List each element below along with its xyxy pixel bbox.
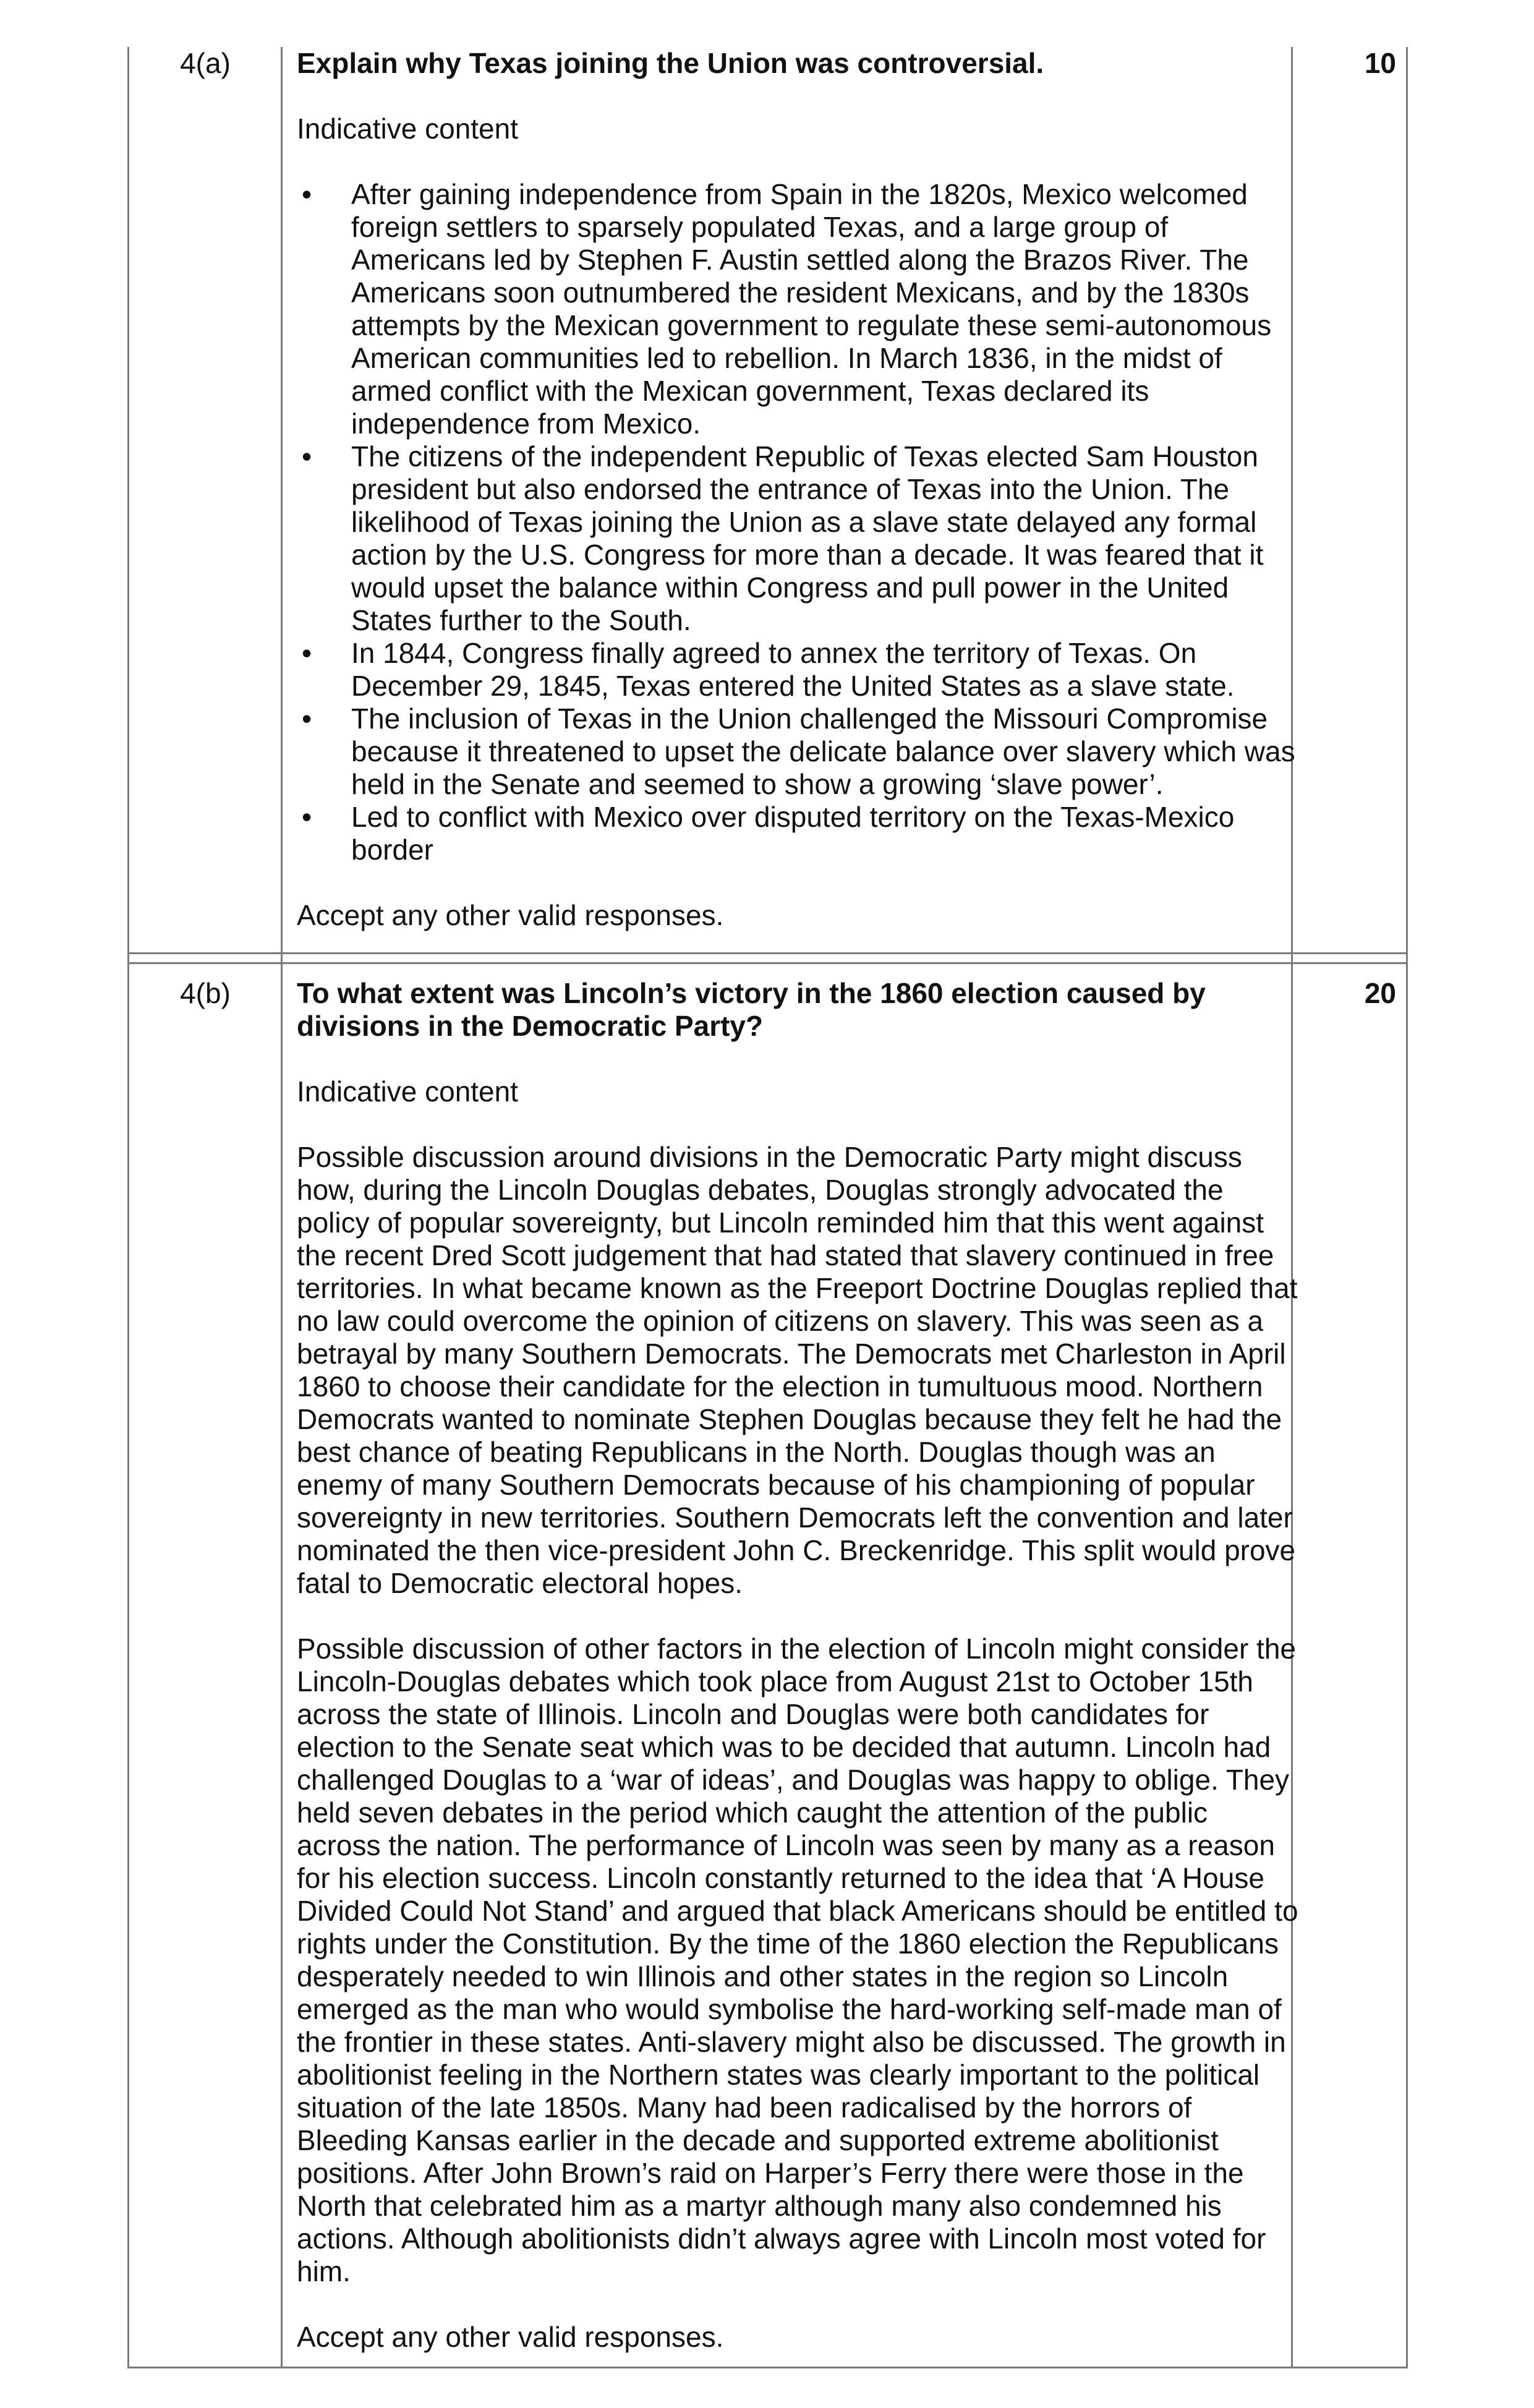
list-item	[297, 801, 1298, 866]
bullet-icon: •	[302, 702, 312, 735]
bullet-icon: •	[302, 637, 312, 669]
question-cell-4a	[297, 47, 1298, 932]
question-title-4a: Explain why Texas joining the Union was controversial.	[297, 47, 1044, 79]
list-item	[297, 702, 1298, 801]
bullet-icon: •	[302, 801, 312, 833]
accept-other-responses-4a: Accept any other valid responses.	[297, 899, 724, 931]
bullet-icon: •	[302, 178, 312, 210]
table-column-divider-1	[281, 47, 283, 2368]
bullet-text: The citizens of the independent Republic of Texas elected Sam Houston president but also endorsed the entrance of Texas into the Union. The likelihood of Texas joining the Union as a slave state delayed any formal action by the U.S. Congress for more than a decade. It was feared that it would upset the balance within Congress and pull power in the United States further to the South.	[351, 440, 1264, 636]
bullet-icon: •	[302, 440, 312, 472]
bullet-text: After gaining independence from Spain in the 1820s, Mexico welcomed foreign settlers to sparsely populated Texas, and a large group of Americans led by Stephen F. Austin settled along the Brazos River. The Americans soon outnumbered the resident Mexicans, and by the 1830s attempts by the Mexican government to regulate these semi-autonomous American communities led to rebellion. In March 1836, in the midst of armed conflict with the Mexican government, Texas declared its independence from Mexico.	[351, 178, 1272, 440]
discussion-paragraph-other-factors: Possible discussion of other factors in the election of Lincoln might consider the Lincoln-Douglas debates which took place from August 21st to October 15th across the state of Illinois. Lincoln and Douglas were both candidates for election to the Senate seat which was to be decided that autumn. Lincoln had challenged Douglas to a ‘war of ideas’, and Douglas was happy to oblige. They held seven debates in the period which caught the attention of the public across the nation. The performance of Lincoln was seen by many as a reason for his election success. Lincoln constantly returned to the idea that ‘A House Divided Could Not Stand’ and argued that black Americans should be entitled to rights under the Constitution. By the time of the 1860 election the Republicans desperately needed to win Illinois and other states in the region so Lincoln emerged as the man who would symbolise the hard-working self-made man of the frontier in these states. Anti-slavery might also be discussed. The growth in abolitionist feeling in the Northern states was clearly important to the political situation of the late 1850s. Many had been radicalised by the horrors of Bleeding Kansas earlier in the decade and supported extreme abolitionist positions. After John Brown’s raid on Harper’s Ferry there were those in the North that celebrated him as a martyr although many also condemned his actions. Although abolitionists didn’t always agree with Lincoln most voted for him.	[297, 1633, 1298, 2287]
question-title-4b: To what extent was Lincoln’s victory in the 1860 election caused by divisions in the Democratic Party?	[297, 977, 1206, 1042]
list-item	[297, 637, 1298, 702]
indicative-bullet-list-4a	[297, 178, 1298, 866]
question-marks-4b: 20	[1364, 977, 1396, 1009]
indicative-content-label-4a: Indicative content	[297, 113, 519, 145]
table-right-border	[1406, 47, 1408, 2368]
question-marks-4a: 10	[1364, 47, 1396, 79]
question-number-4a: 4(a)	[180, 47, 231, 79]
bullet-text: Led to conflict with Mexico over disputed territory on the Texas-Mexico border	[351, 801, 1235, 866]
table-left-border	[127, 47, 129, 2368]
question-number-4b: 4(b)	[180, 977, 231, 1009]
discussion-paragraph-democratic-divisions: Possible discussion around divisions in the Democratic Party might discuss how, during the Lincoln Douglas debates, Douglas strongly advocated the policy of popular sovereignty, but Lincoln reminded him that this went against the recent Dred Scott judgement that had stated that slavery continued in free territories. In what became known as the Freeport Doctrine Douglas replied that no law could overcome the opinion of citizens on slavery. This was seen as a betrayal by many Southern Democrats. The Democrats met Charleston in April 1860 to choose their candidate for the election in tumultuous mood. Northern Democrats wanted to nominate Stephen Douglas because they felt he had the best chance of beating Republicans in the North. Douglas though was an enemy of many Southern Democrats because of his championing of popular sovereignty in new territories. Southern Democrats left the convention and later nominated the then vice-president John C. Breckenridge. This split would prove fatal to Democratic electoral hopes.	[297, 1141, 1298, 1599]
accept-other-responses-4b: Accept any other valid responses.	[297, 2321, 724, 2353]
indicative-content-label-4b: Indicative content	[297, 1075, 519, 1108]
row-separator-bottom	[127, 962, 1408, 964]
row-separator-top	[127, 952, 1408, 954]
list-item	[297, 178, 1298, 440]
bullet-text: The inclusion of Texas in the Union challenged the Missouri Compromise because it threatened to upset the delicate balance over slavery which was held in the Senate and seemed to show a growing ‘slave power’.	[351, 702, 1295, 800]
question-cell-4b	[297, 977, 1298, 2354]
table-bottom-border	[127, 2367, 1408, 2368]
bullet-text: In 1844, Congress finally agreed to annex the territory of Texas. On December 29, 1845, Texas entered the United States as a slave state.	[351, 637, 1235, 702]
list-item	[297, 440, 1298, 637]
